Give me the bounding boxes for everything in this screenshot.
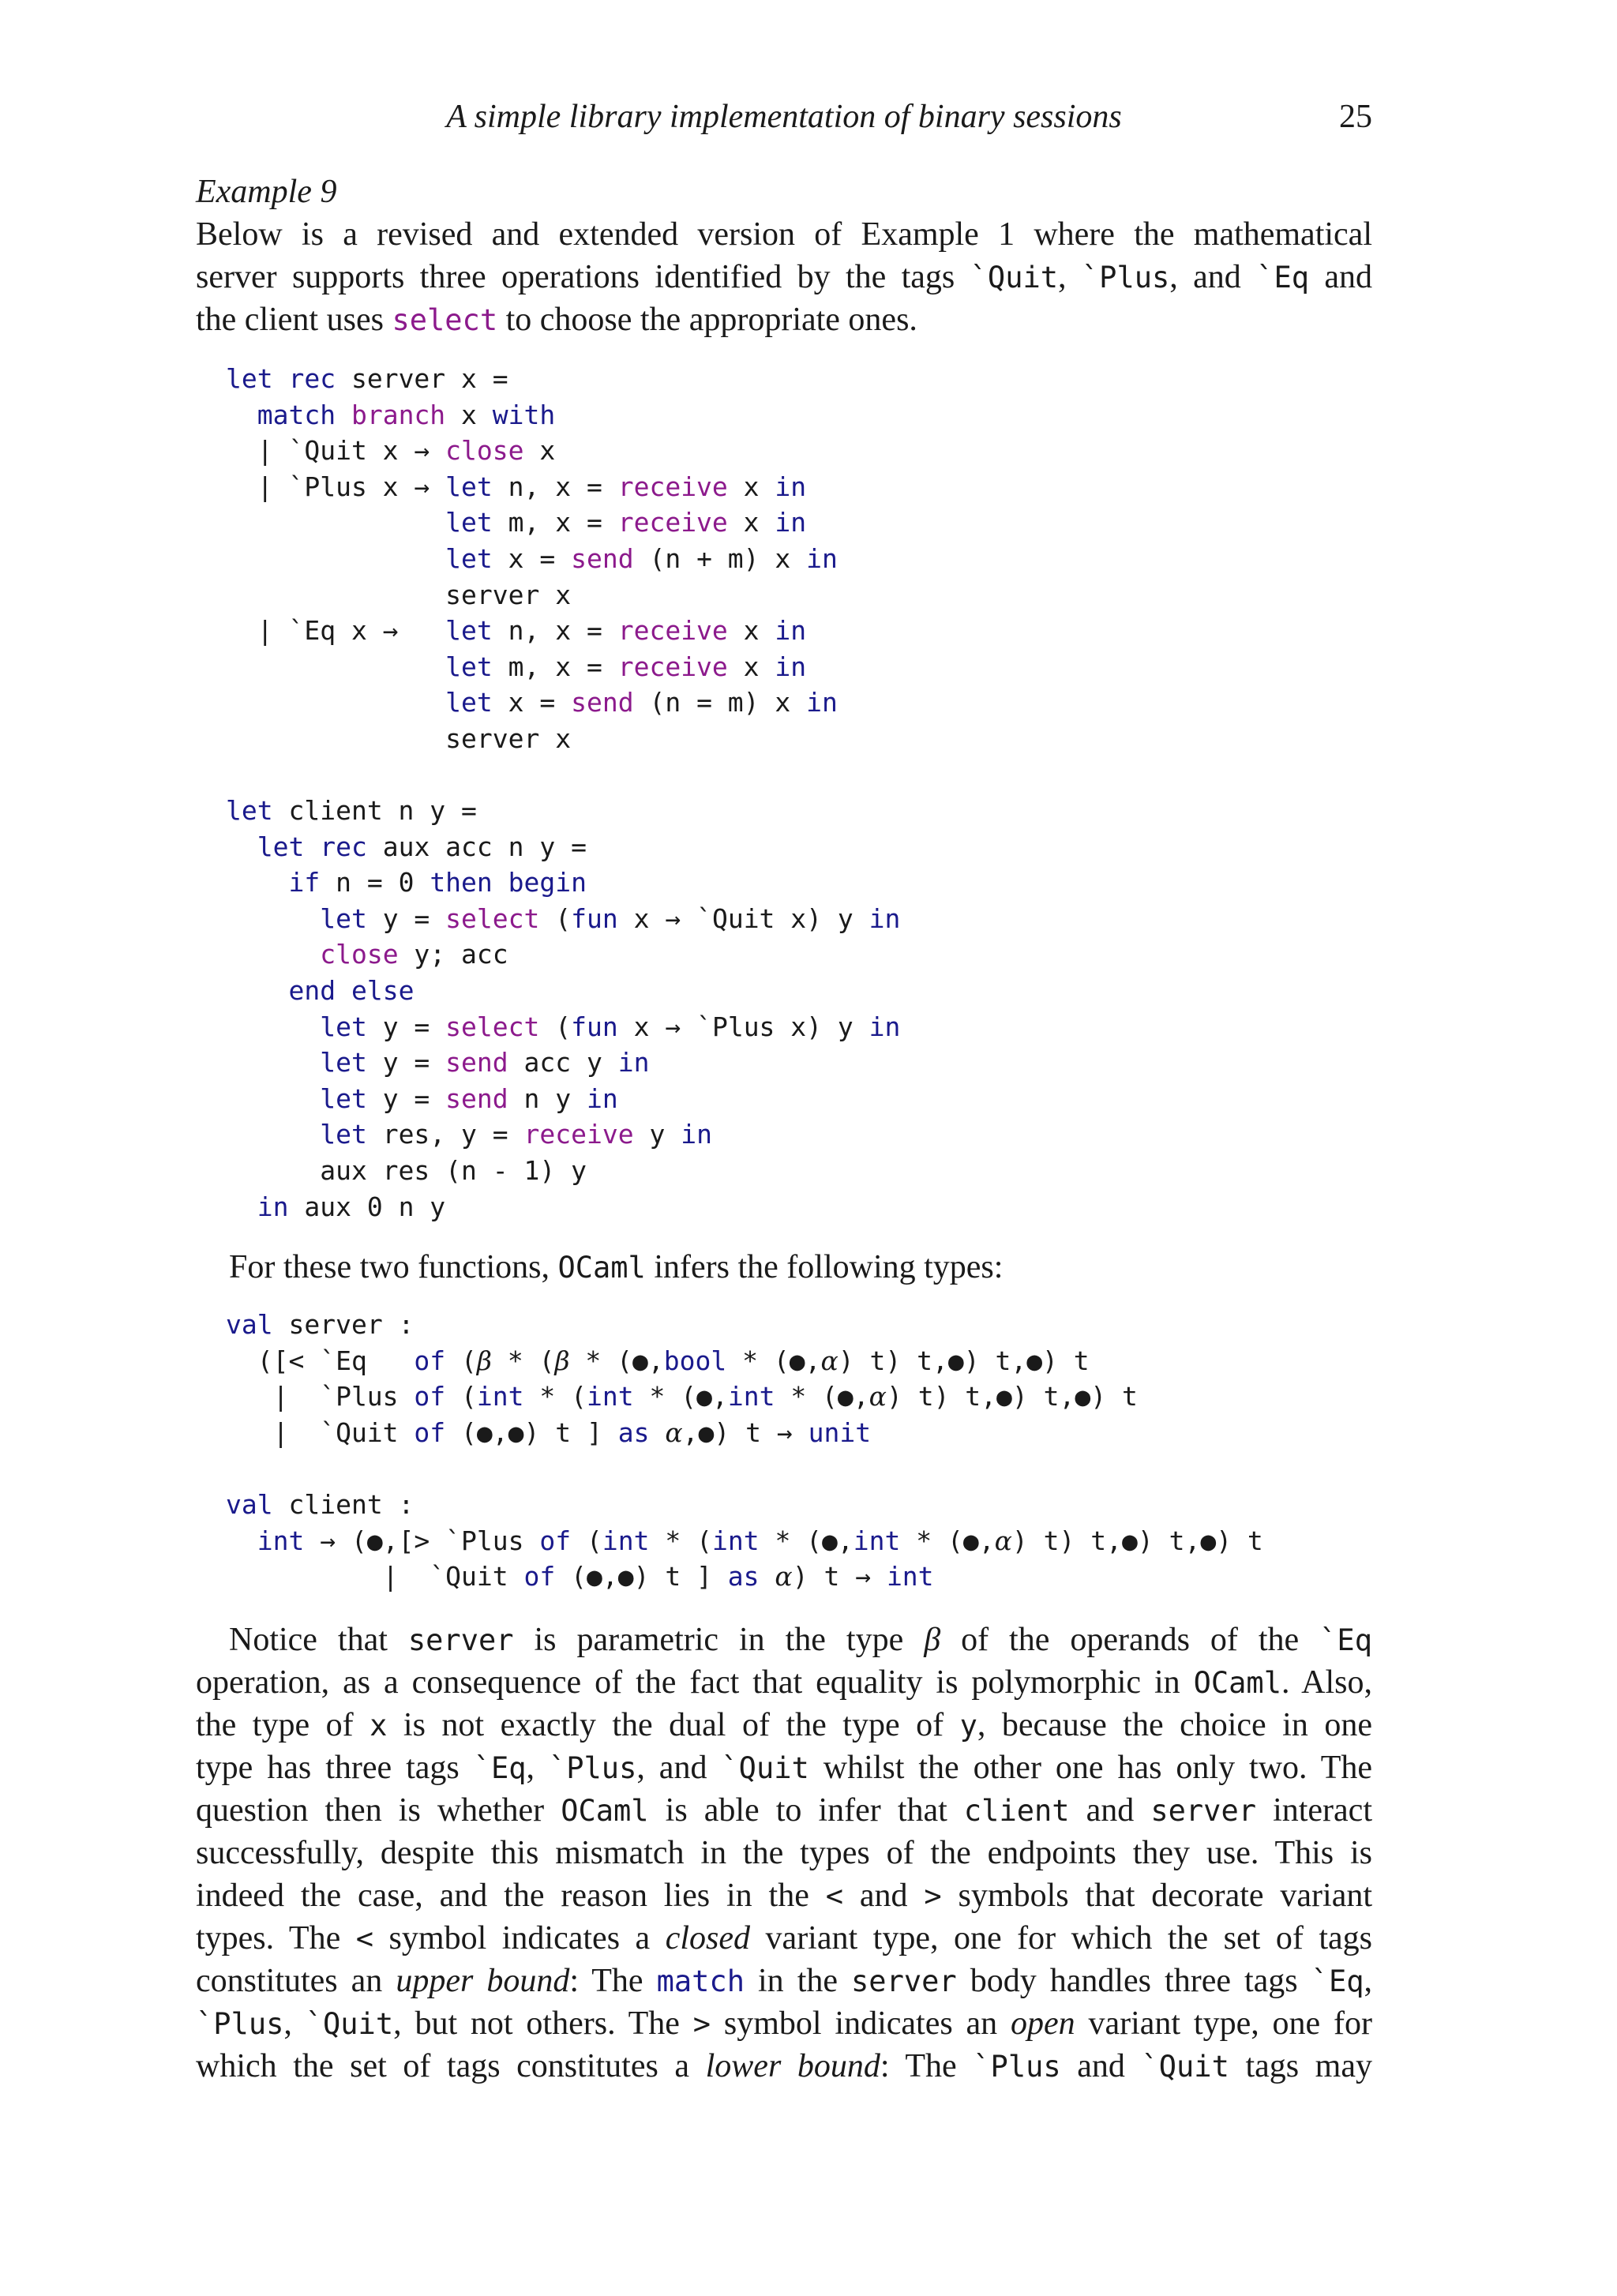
code-line: | `Plus of (int * (int * (●,int * (●,α) t) t,●) t,●) t	[226, 1381, 1138, 1412]
notice-line: Notice that server is parametric in the type β of the operands of the `Eq	[229, 1622, 1372, 1658]
notice-line: `Plus, `Quit, but not others. The > symbol indicates an open variant type, one for	[196, 2005, 1372, 2042]
code-line: let y = send n y in	[320, 1082, 618, 1114]
notice-line: question then is whether OCaml is able to infer that client and server interact	[196, 1792, 1372, 1829]
notice-line: which the set of tags constitutes a lower bound: The `Plus and `Quit tags may	[196, 2048, 1372, 2084]
code-line: if n = 0 then begin	[288, 867, 587, 899]
intro-line: the client uses select to choose the appropriate ones.	[196, 302, 917, 338]
example-intro	[196, 213, 1372, 341]
code-line: let client n y =	[226, 795, 477, 826]
notice-line: type has three tags `Eq, `Plus, and `Quit whilst the other one has only two. The	[196, 1750, 1373, 1786]
notice-line: successfully, despite this mismatch in the types of the endpoints they use. This is	[196, 1835, 1372, 1871]
notice-line: types. The < symbol indicates a closed variant type, one for which the set of tags	[196, 1920, 1373, 1956]
code-line: in aux 0 n y	[257, 1191, 446, 1222]
code-line: server x	[226, 722, 572, 754]
notice-line: indeed the case, and the reason lies in the < and > symbols that decorate variant	[196, 1878, 1372, 1914]
code-line: int → (●,[> `Plus of (int * (int * (●,int * (●,α) t) t,●) t,●) t	[257, 1525, 1263, 1556]
code-line: ([< `Eq of (β * (β * (●,bool * (●,α) t) t,●) t,●) t	[226, 1345, 1090, 1376]
code-line: let x = send (n + m) x in	[445, 542, 838, 574]
code-line: end else	[288, 974, 415, 1006]
code-line: server x	[226, 579, 572, 610]
notice-paragraph	[196, 1619, 1372, 2088]
code-line: aux res (n - 1) y	[226, 1154, 587, 1186]
code-block-client	[226, 793, 1331, 1225]
code-line: let y = select (fun x → `Plus x) y in	[320, 1011, 901, 1042]
notice-line: operation, as a consequence of the fact that equality is polymorphic in OCaml. Also,	[196, 1664, 1372, 1701]
page-number: 25	[1339, 99, 1372, 135]
code-line: | `Eq x → let n, x = receive x in	[226, 615, 807, 647]
code-block-types-server	[226, 1307, 1331, 1450]
code-block-types-client	[226, 1487, 1331, 1595]
code-line: let m, x = receive x in	[445, 651, 807, 682]
notice-line: the type of x is not exactly the dual of the type of y, because the choice in one	[196, 1707, 1372, 1743]
code-line: let rec aux acc n y =	[257, 831, 587, 862]
running-title: A simple library implementation of binary sessions	[446, 99, 1122, 135]
code-line: | `Quit of (●,●) t ] as α,●) t → unit	[226, 1416, 872, 1448]
intro-line: server supports three operations identified by the tags `Quit, `Plus, and `Eq and	[196, 259, 1373, 295]
code-line: close y; acc	[320, 939, 508, 970]
code-line: | `Quit of (●,●) t ] as α) t → int	[226, 1561, 934, 1593]
code-line: val client :	[226, 1489, 415, 1520]
code-line: val server :	[226, 1309, 415, 1340]
code-block-server	[226, 361, 1331, 757]
code-line: let m, x = receive x in	[445, 507, 807, 538]
code-line: let y = select (fun x → `Quit x) y in	[320, 902, 901, 934]
running-head	[196, 93, 1372, 141]
code-line: | `Plus x → let n, x = receive x in	[226, 471, 807, 502]
code-line: let y = send acc y in	[320, 1047, 650, 1079]
notice-line: constitutes an upper bound: The match in the server body handles three tags `Eq,	[196, 1963, 1372, 1999]
code-line: let x = send (n = m) x in	[445, 687, 838, 718]
code-line: match branch x with	[257, 399, 556, 430]
intro-line: Below is a revised and extended version of Example 1 where the mathematical	[196, 216, 1372, 253]
example-label: Example 9	[196, 174, 337, 210]
code-line: let res, y = receive y in	[320, 1119, 712, 1150]
code-line: | `Quit x → close x	[226, 435, 556, 467]
code-line: let rec server x =	[226, 363, 508, 394]
types-intro: For these two functions, OCaml infers the following types:	[229, 1249, 1004, 1285]
